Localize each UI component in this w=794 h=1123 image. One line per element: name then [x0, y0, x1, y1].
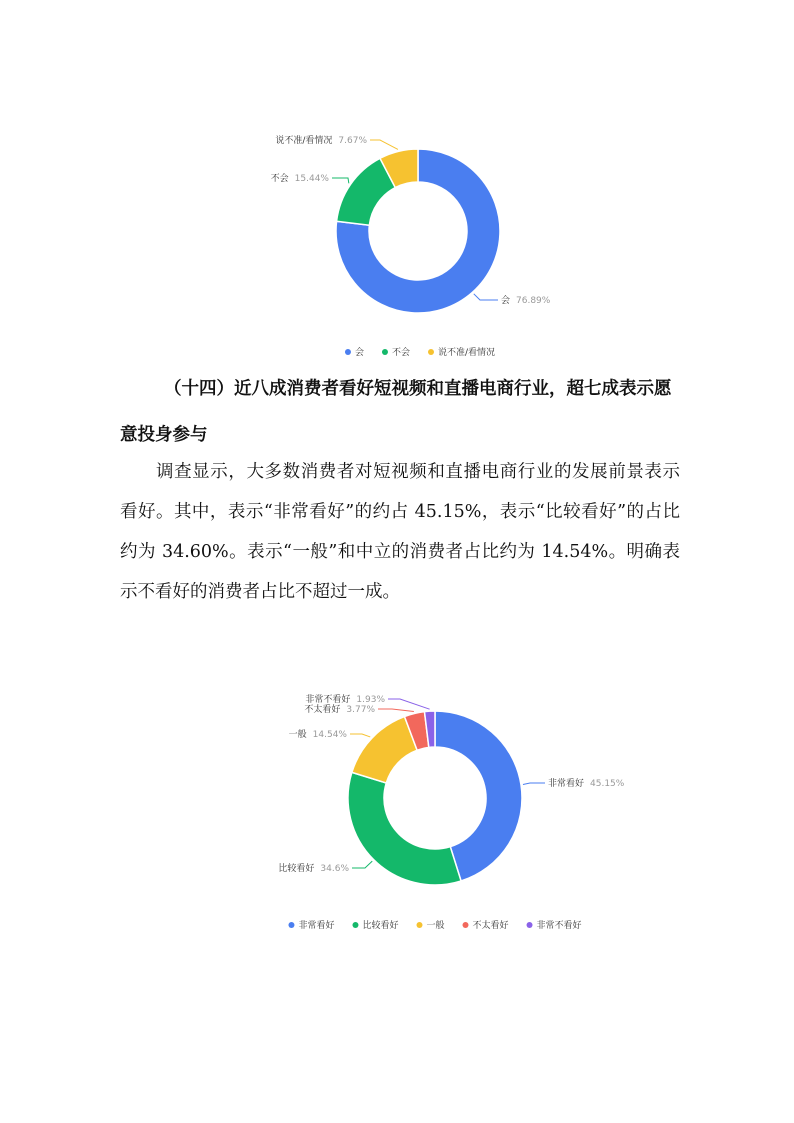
- callout-percent: 14.54%: [312, 730, 347, 740]
- callout-category: 会: [501, 296, 511, 306]
- callout-category: 不太看好: [304, 705, 341, 715]
- callout-percent: 1.93%: [356, 695, 385, 705]
- legend-label: 不太看好: [472, 921, 509, 931]
- legend-label: 非常不看好: [536, 921, 582, 931]
- legend-label: 非常看好: [298, 921, 335, 931]
- legend-marker: [428, 349, 434, 355]
- callout-label: [305, 693, 385, 705]
- callout-line: [332, 178, 349, 183]
- callout-category: 非常不看好: [305, 695, 351, 705]
- callout-label: [289, 728, 348, 740]
- callout-label: [501, 294, 551, 306]
- callout-percent: 45.15%: [590, 779, 625, 789]
- callout-line: [523, 783, 545, 785]
- donut-slice: [352, 717, 417, 783]
- outlook-donut-chart: [0, 680, 794, 945]
- callout-line: [474, 294, 498, 300]
- callout-category: 不会: [270, 174, 289, 184]
- callout-label: [275, 134, 367, 146]
- legend-label: 会: [354, 348, 364, 358]
- legend-marker: [345, 349, 351, 355]
- callout-percent: 7.67%: [338, 136, 367, 146]
- legend-label: 一般: [426, 921, 445, 931]
- legend-label: 比较看好: [362, 921, 399, 931]
- legend-marker: [352, 922, 358, 928]
- legend-marker: [288, 922, 294, 928]
- legend-label: 说不准/看情况: [437, 348, 496, 358]
- legend-marker: [382, 349, 388, 355]
- chart-legend: [288, 919, 581, 931]
- callout-percent: 76.89%: [516, 296, 551, 306]
- legend-marker: [416, 922, 422, 928]
- callout-label: [271, 172, 330, 184]
- callout-line: [350, 734, 370, 737]
- callout-category: 非常看好: [548, 779, 585, 789]
- callout-label: [548, 777, 625, 789]
- legend-marker: [463, 922, 469, 928]
- ownership-donut-chart: [0, 120, 794, 370]
- chart-legend: [345, 346, 495, 358]
- section-heading: （十四）近八成消费者看好短视频和直播电商行业，超七成表示愿意投身参与: [120, 379, 672, 445]
- callout-label: [278, 862, 349, 874]
- section-paragraph: 调查显示，大多数消费者对短视频和直播电商行业的发展前景表示看好。其中，表示“非常看好”的约占 45.15%，表示“比较看好”的占比约为 34.60%。表示“一般”和中立的消费者占比约为 14.54%。明确表示不看好的消费者占比不超过一成。: [120, 462, 680, 602]
- callout-line: [388, 699, 430, 709]
- callout-line: [370, 140, 398, 149]
- callout-line: [352, 861, 372, 868]
- callout-percent: 15.44%: [294, 174, 329, 184]
- legend-marker: [527, 922, 533, 928]
- callout-line: [378, 709, 414, 712]
- callout-percent: 34.6%: [320, 864, 349, 874]
- callout-category: 说不准/看情况: [275, 136, 333, 146]
- callout-category: 一般: [288, 730, 307, 740]
- callout-category: 比较看好: [278, 864, 315, 874]
- callout-percent: 3.77%: [346, 705, 375, 715]
- legend-label: 不会: [391, 348, 410, 358]
